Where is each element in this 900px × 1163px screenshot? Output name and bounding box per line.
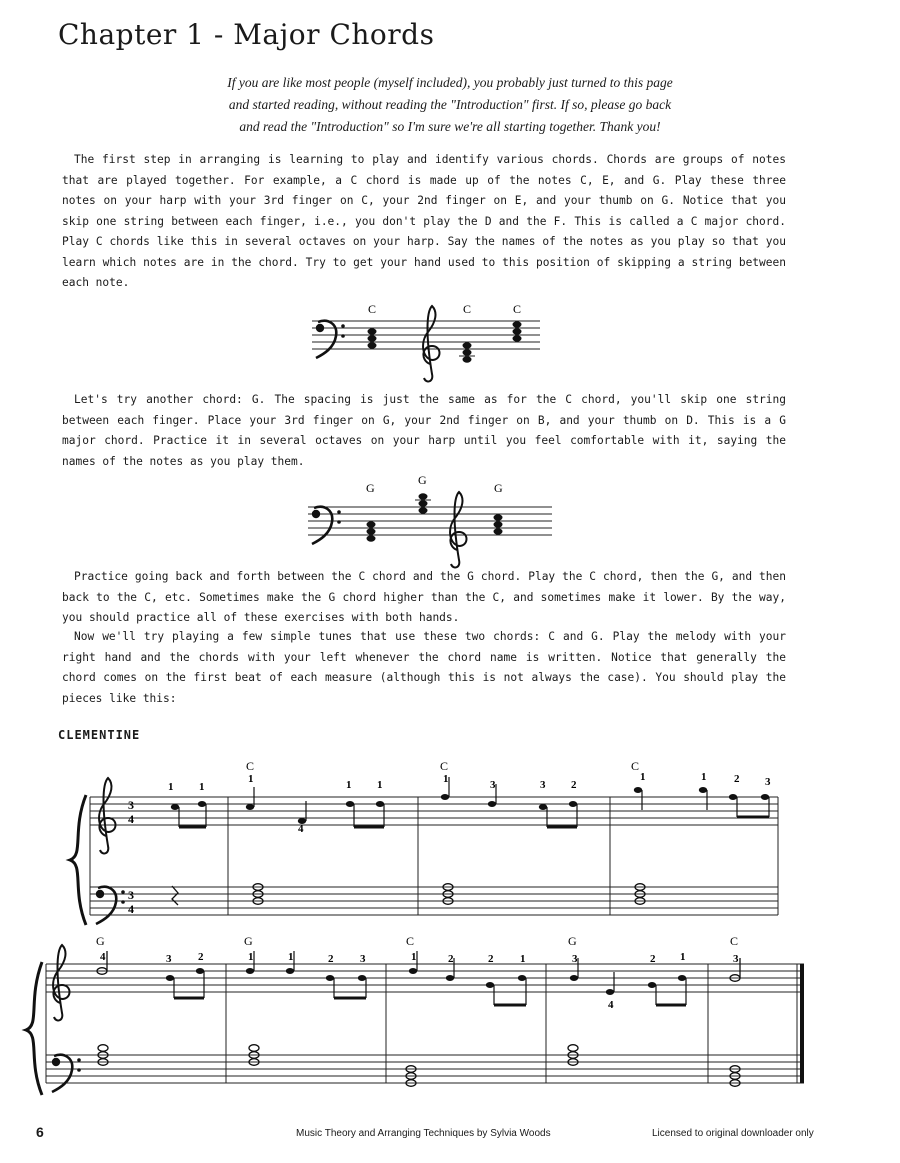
chord-label: G xyxy=(244,934,253,948)
fingering: 1 xyxy=(680,951,686,963)
fingering: 3 xyxy=(490,779,496,791)
fingering: 3 xyxy=(540,779,546,791)
chord-label: C xyxy=(406,934,415,948)
fingering: 2 xyxy=(448,953,454,965)
fingering: 4 xyxy=(608,999,614,1011)
fingering: 4 xyxy=(100,951,106,963)
page-number: 6 xyxy=(36,1124,44,1140)
fingering: 1 xyxy=(411,951,417,963)
fingering: 3 xyxy=(765,776,771,788)
fingering: 3 xyxy=(360,953,366,965)
fingering: 1 xyxy=(168,781,174,793)
fingering: 3 xyxy=(166,953,172,965)
chord-label: G xyxy=(494,481,503,495)
fingering: 1 xyxy=(346,779,352,791)
chord-label: G xyxy=(96,934,105,948)
chord-label: G xyxy=(568,934,577,948)
fingering: 4 xyxy=(298,823,304,835)
chord-label: C xyxy=(463,302,472,316)
clementine-system-2 xyxy=(26,934,804,1095)
svg-text:4: 4 xyxy=(128,902,134,916)
fingering: 2 xyxy=(328,953,334,965)
svg-text:3: 3 xyxy=(128,888,134,902)
fingering: 2 xyxy=(650,953,656,965)
fingering: 1 xyxy=(248,951,254,963)
footer-book-title: Music Theory and Arranging Techniques by Sylvia Woods xyxy=(296,1128,551,1139)
clementine-system-1 xyxy=(70,759,778,925)
intro-line: and started reading, without reading the "Introduction" first. If so, please go back xyxy=(228,97,672,112)
fingering: 1 xyxy=(288,951,294,963)
footer-license: Licensed to original downloader only xyxy=(652,1128,814,1139)
intro-line: If you are like most people (myself included), you probably just turned to this page xyxy=(227,75,673,90)
fingering: 1 xyxy=(443,773,449,785)
paragraph-g-chord: Let's try another chord: G. The spacing is just the same as for the C chord, you'll skip one string between each finger. Place your 3rd finger on G, your 2nd finger on B, and your thumb on D. This is a G major chord. Practice it in several octaves on your harp until you feel comfortable with it, saying the names of the notes as you play them. xyxy=(62,393,786,468)
song-title: CLEMENTINE xyxy=(58,728,141,742)
c-chord-example xyxy=(312,302,540,381)
fingering: 1 xyxy=(701,771,707,783)
chord-label: C xyxy=(368,302,377,316)
paragraph-c-chord: The first step in arranging is learning to play and identify various chords. Chords are groups of notes that are played together. For example, a C chord is made up of the notes C, E, and G. Play these three notes on your harp with your 3rd finger on C, your 2nd finger on E, and your thumb on G. Notice that you skip one string between each finger, i.e., you don't play the D and the F. This is called a C major chord. Play C chords like this in several octaves on your harp. Say the names of the notes as you play so that you learn which notes are in the chord. Try to get your hand used to this position of skipping a string between each note. xyxy=(62,153,786,289)
chapter-title: Chapter 1 - Major Chords xyxy=(58,18,435,51)
chord-label: C xyxy=(246,759,255,773)
fingering: 2 xyxy=(198,951,204,963)
paragraph-practice: Practice going back and forth between the C chord and the G chord. Play the C chord, then the G, and then back to the C, etc. Sometimes make the G chord higher than the C, and sometimes make it lower. By the way, you should practice all of these exercises with both hands. xyxy=(62,570,786,624)
chord-label: C xyxy=(440,759,449,773)
fingering: 3 xyxy=(572,953,578,965)
g-chord-example xyxy=(308,473,552,567)
intro-line: and read the "Introduction" so I'm sure we're all starting together. Thank you! xyxy=(239,119,661,134)
fingering: 1 xyxy=(640,771,646,783)
fingering: 1 xyxy=(248,773,254,785)
fingering: 2 xyxy=(488,953,494,965)
svg-text:3: 3 xyxy=(128,798,134,812)
fingering: 1 xyxy=(199,781,205,793)
chord-label: C xyxy=(513,302,522,316)
chord-label: G xyxy=(366,481,375,495)
paragraph-tunes: Now we'll try playing a few simple tunes that use these two chords: C and G. Play the melody with your right hand and the chords with your left whenever the chord name is written. Notice that generally the chord comes on the first beat of each measure (although this is not always the case). You should play the pieces like this: xyxy=(62,630,786,705)
svg-text:4: 4 xyxy=(128,812,134,826)
fingering: 1 xyxy=(377,779,383,791)
fingering: 1 xyxy=(520,953,526,965)
chord-label: C xyxy=(730,934,739,948)
fingering: 3 xyxy=(733,953,739,965)
fingering: 2 xyxy=(571,779,577,791)
chord-label: G xyxy=(418,473,427,487)
fingering: 2 xyxy=(734,773,740,785)
chord-label: C xyxy=(631,759,640,773)
